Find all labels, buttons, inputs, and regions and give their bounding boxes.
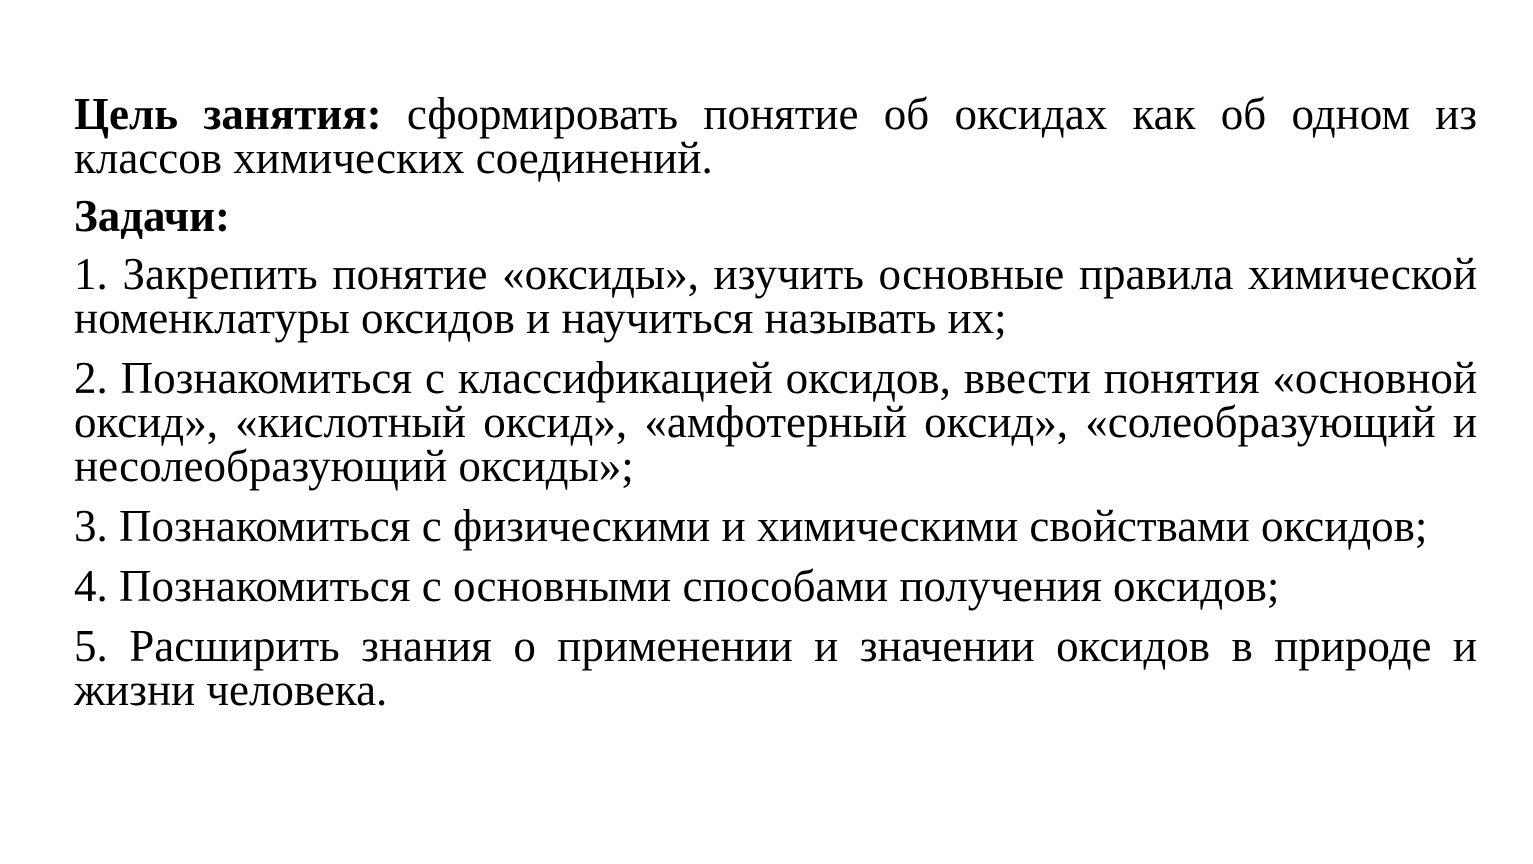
goal-text: сформировать понятие об оксидах как об одном из классов химических соединений. <box>74 89 1477 183</box>
task-item-2: 2. Познакомиться с классификацией оксидов, ввести понятия «основной оксид», «кислотный оксид», «амфотерный оксид», «солеобразующий и несолеобразующий оксиды»; <box>74 353 1477 491</box>
slide-content <box>74 89 1477 728</box>
task-item-1: 1. Закрепить понятие «оксиды», изучить основные правила химической номенклатуры оксидов и научиться называть их; <box>74 249 1477 343</box>
task-item-4: 4. Познакомиться с основными способами получения оксидов; <box>74 561 1280 611</box>
task-list <box>74 249 1477 715</box>
tasks-heading: Задачи: <box>74 191 231 241</box>
task-item-3: 3. Познакомиться с физическими и химическими свойствами оксидов; <box>74 501 1428 551</box>
task-item-5: 5. Расширить знания о применении и значении оксидов в природе и жизни человека. <box>74 621 1477 715</box>
lesson-goal <box>74 89 1477 183</box>
goal-label: Цель занятия: <box>74 89 382 139</box>
